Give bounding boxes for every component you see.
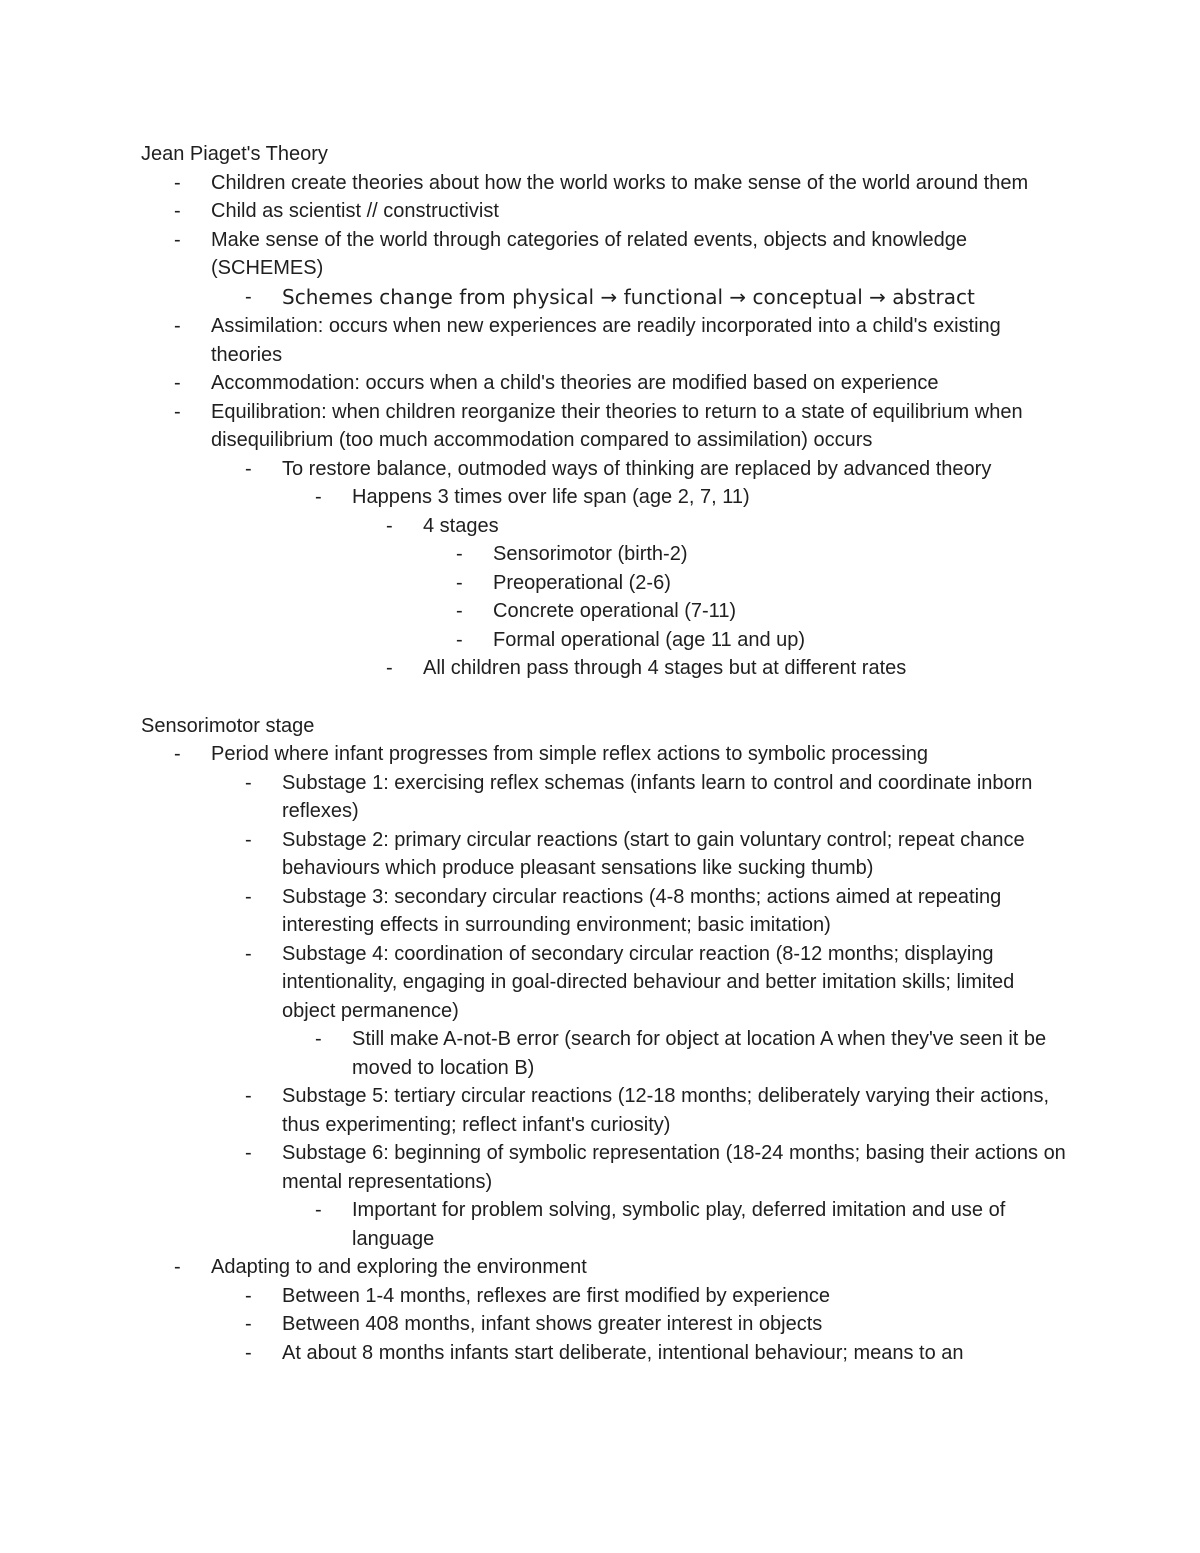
list-item: - Formal operational (age 11 and up) <box>141 626 1071 655</box>
list-item: - Child as scientist // constructivist <box>141 197 1071 226</box>
bullet-dash: - <box>174 228 181 251</box>
list-item: - All children pass through 4 stages but at different rates <box>141 654 1071 683</box>
list-item: - To restore balance, outmoded ways of thinking are replaced by advanced theory <box>141 455 1071 484</box>
list-item: - Children create theories about how the world works to make sense of the world around them <box>141 169 1071 198</box>
list-item: - Substage 5: tertiary circular reactions (12-18 months; deliberately varying their actions, thus experimenting; reflect infant's curiosity) <box>141 1082 1071 1139</box>
list-item: - 4 stages <box>141 512 1071 541</box>
list-item: - Schemes change from physical → functional → conceptual → abstract <box>141 283 1071 313</box>
bullet-dash: - <box>174 200 181 222</box>
list-item: - Concrete operational (7-11) <box>141 597 1071 626</box>
list-item: - Period where infant progresses from simple reflex actions to symbolic processing <box>141 740 1071 769</box>
section-heading-piaget: Jean Piaget's Theory <box>141 143 328 165</box>
bullet-dash: - <box>174 1256 181 1278</box>
bullet-dash: - <box>245 285 252 308</box>
bullet-dash: - <box>245 1313 252 1335</box>
bullet-dash: - <box>245 1142 252 1164</box>
bullet-dash: - <box>245 457 252 480</box>
bullet-dash: - <box>245 771 252 794</box>
list-item: - Make sense of the world through categories of related events, objects and knowledge (SCHEMES) <box>141 226 1071 283</box>
bullet-dash: - <box>456 628 463 651</box>
list-item: - Substage 1: exercising reflex schemas (infants learn to control and coordinate inborn reflexes) <box>141 769 1071 826</box>
list-item: - Happens 3 times over life span (age 2, 7, 11) <box>141 483 1071 512</box>
list-item: - Between 1-4 months, reflexes are first modified by experience <box>141 1282 1071 1311</box>
bullet-dash: - <box>456 600 463 622</box>
section-spacer <box>141 683 1071 712</box>
notes-body <box>141 140 1071 1367</box>
bullet-dash: - <box>174 171 181 194</box>
bullet-dash: - <box>245 942 252 965</box>
list-item: - Between 408 months, infant shows greater interest in objects <box>141 1310 1071 1339</box>
bullet-dash: - <box>245 828 252 851</box>
bullet-dash: - <box>386 657 393 679</box>
bullet-dash: - <box>315 1199 322 1221</box>
list-item: - Substage 2: primary circular reactions (start to gain voluntary control; repeat chance behaviours which produce pleasant sensations like sucking thumb) <box>141 826 1071 883</box>
list-item: - Preoperational (2-6) <box>141 569 1071 598</box>
list-item: - At about 8 months infants start deliberate, intentional behaviour; means to an <box>141 1339 1071 1368</box>
bullet-dash: - <box>174 743 181 765</box>
bullet-dash: - <box>245 1284 252 1307</box>
list-item: - Equilibration: when children reorganize their theories to return to a state of equilibrium when disequilibrium (too much accommodation compared to assimilation) occurs <box>141 398 1071 455</box>
list-item: - Substage 6: beginning of symbolic representation (18-24 months; basing their actions on mental representations) <box>141 1139 1071 1196</box>
bullet-dash: - <box>456 571 463 594</box>
list-item: - Accommodation: occurs when a child's theories are modified based on experience <box>141 369 1071 398</box>
bullet-dash: - <box>245 885 252 908</box>
bullet-dash: - <box>315 486 322 508</box>
list-item: - Substage 3: secondary circular reactions (4-8 months; actions aimed at repeating interesting effects in surrounding environment; basic imitation) <box>141 883 1071 940</box>
section-heading-sensorimotor: Sensorimotor stage <box>141 714 315 737</box>
list-item: - Adapting to and exploring the environment <box>141 1253 1071 1282</box>
bullet-dash: - <box>245 1341 252 1364</box>
bullet-dash: - <box>174 400 181 423</box>
bullet-dash: - <box>456 543 463 565</box>
list-item: - Still make A-not-B error (search for object at location A when they've seen it be moved to location B) <box>141 1025 1071 1082</box>
bullet-dash: - <box>315 1028 322 1050</box>
list-item: - Important for problem solving, symbolic play, deferred imitation and use of language <box>141 1196 1071 1253</box>
bullet-dash: - <box>386 514 393 537</box>
bullet-dash: - <box>174 315 181 337</box>
list-item: - Sensorimotor (birth-2) <box>141 540 1071 569</box>
bullet-dash: - <box>174 372 181 394</box>
bullet-dash: - <box>245 1085 252 1107</box>
list-item: - Assimilation: occurs when new experiences are readily incorporated into a child's existing theories <box>141 312 1071 369</box>
list-item: - Substage 4: coordination of secondary circular reaction (8-12 months; displaying intentionality, engaging in goal-directed behaviour and better imitation skills; limited object permanence) <box>141 940 1071 1026</box>
